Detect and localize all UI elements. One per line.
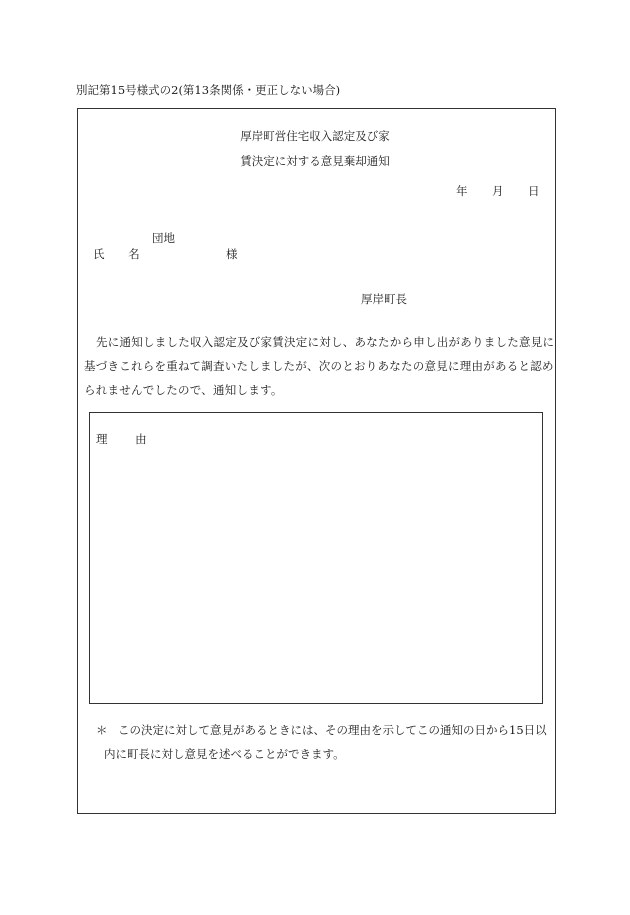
date-day-label: 日 xyxy=(528,184,540,198)
name-label: 氏 名 xyxy=(93,247,150,261)
body-text-line-1: 先に通知しました収入認定及び家賃決定に対し、あなたから申し出がありました意見に xyxy=(96,335,555,349)
body-text-line-3: られませんでしたので、通知します。 xyxy=(84,383,283,397)
notice-title-line-1: 厚岸町営住宅収入認定及び家 xyxy=(240,129,390,143)
note-line-2: 内に町長に対し意見を述べることができます。 xyxy=(104,747,345,761)
date-month-label: 月 xyxy=(492,184,504,198)
note-line-1: この決定に対して意見があるときには、その理由を示してこの通知の日から15日以 xyxy=(118,723,547,737)
body-text-line-2: 基づきこれらを重ねて調査いたしましたが、次のとおりあなたの意見に理由があると認め xyxy=(84,359,554,373)
reason-label: 理 由 xyxy=(96,432,159,446)
date-year-label: 年 xyxy=(456,184,468,198)
danchi-label: 団地 xyxy=(152,231,175,245)
issuer-name: 厚岸町長 xyxy=(361,292,407,306)
honorific-label: 様 xyxy=(226,247,238,261)
note-asterisk: ＊ xyxy=(96,723,108,737)
reason-box xyxy=(89,412,543,704)
notice-title-line-2: 賃決定に対する意見棄却通知 xyxy=(240,154,390,168)
form-caption: 別記第15号様式の2(第13条関係・更正しない場合) xyxy=(76,83,341,97)
